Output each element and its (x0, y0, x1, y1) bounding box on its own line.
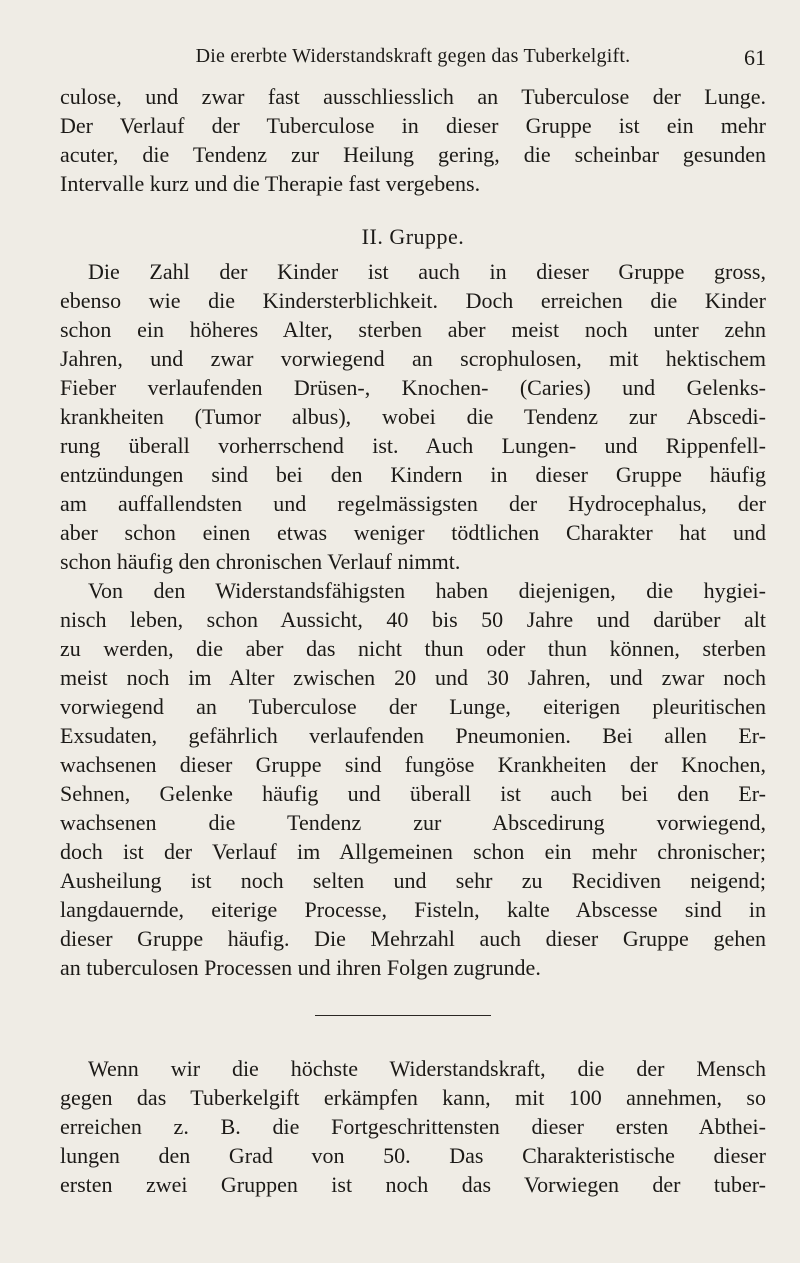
text-line: Sehnen, Gelenke häufig und überall ist auch bei den Er- (60, 781, 766, 806)
section-heading: II. Gruppe. (361, 224, 465, 249)
text-line: ebenso wie die Kindersterblichkeit. Doch erreichen die Kinder (60, 288, 766, 313)
text-line: wachsenen dieser Gruppe sind fungöse Krankheiten der Knochen, (60, 752, 766, 777)
text-line: zu werden, die aber das nicht thun oder thun können, sterben (60, 636, 766, 661)
text-line: ersten zwei Gruppen ist noch das Vorwiegen der tuber- (60, 1172, 766, 1197)
page-header (60, 45, 766, 75)
text-line: culose, und zwar fast ausschliesslich an Tuberculose der Lunge. (60, 84, 766, 109)
text-line: lungen den Grad von 50. Das Charakteristische dieser (60, 1143, 766, 1168)
text-line: Jahren, und zwar vorwiegend an scrophulosen, mit hektischem (60, 346, 766, 371)
final-paragraph (60, 1054, 766, 1199)
text-line: aber schon einen etwas weniger tödtlichen Charakter hat und (60, 520, 766, 545)
text-line: gegen das Tuberkelgift erkämpfen kann, mit 100 annehmen, so (60, 1085, 766, 1110)
text-line: krankheiten (Tumor albus), wobei die Tendenz zur Abscedi- (60, 404, 766, 429)
text-line: Die Zahl der Kinder ist auch in dieser Gruppe gross, (88, 259, 766, 284)
running-title: Die ererbte Widerstandskraft gegen das Tuberkelgift. (195, 45, 631, 67)
text-line: wachsenen die Tendenz zur Abscedirung vorwiegend, (60, 810, 766, 835)
text-line: Fieber verlaufenden Drüsen-, Knochen- (Caries) und Gelenks- (60, 375, 766, 400)
book-page (60, 0, 766, 1263)
text-line: Ausheilung ist noch selten und sehr zu Recidiven neigend; (60, 868, 766, 893)
text-line: am auffallendsten und regelmässigsten der Hydrocephalus, der (60, 491, 766, 516)
section-body (60, 257, 766, 982)
text-line: langdauernde, eiterige Processe, Fisteln, kalte Abscesse sind in (60, 897, 766, 922)
text-line: Exsudaten, gefährlich verlaufenden Pneumonien. Bei allen Er- (60, 723, 766, 748)
paragraph-continued (60, 82, 766, 198)
text-line: entzündungen sind bei den Kindern in dieser Gruppe häufig (60, 462, 766, 487)
text-line: rung überall vorherrschend ist. Auch Lungen- und Rippenfell- (60, 433, 766, 458)
text-line: Intervalle kurz und die Therapie fast vergebens. (60, 171, 481, 196)
text-line: nisch leben, schon Aussicht, 40 bis 50 Jahre und darüber alt (60, 607, 766, 632)
text-line: acuter, die Tendenz zur Heilung gering, die scheinbar gesunden (60, 142, 766, 167)
text-line: dieser Gruppe häufig. Die Mehrzahl auch dieser Gruppe gehen (60, 926, 766, 951)
text-line: schon ein höheres Alter, sterben aber meist noch unter zehn (60, 317, 766, 342)
section-divider (315, 1015, 491, 1016)
text-line: Wenn wir die höchste Widerstandskraft, die der Mensch (88, 1056, 766, 1081)
page-number: 61 (744, 45, 766, 70)
text-line: an tuberculosen Processen und ihren Folgen zugrunde. (60, 955, 541, 980)
text-line: meist noch im Alter zwischen 20 und 30 Jahren, und zwar noch (60, 665, 766, 690)
text-line: doch ist der Verlauf im Allgemeinen schon ein mehr chronischer; (60, 839, 766, 864)
text-line: schon häufig den chronischen Verlauf nimmt. (60, 549, 461, 574)
text-line: vorwiegend an Tuberculose der Lunge, eiterigen pleuritischen (60, 694, 766, 719)
text-line: Der Verlauf der Tuberculose in dieser Gruppe ist ein mehr (60, 113, 766, 138)
text-line: Von den Widerstandsfähigsten haben diejenigen, die hygiei- (88, 578, 766, 603)
text-line: erreichen z. B. die Fortgeschrittensten dieser ersten Abthei- (60, 1114, 766, 1139)
